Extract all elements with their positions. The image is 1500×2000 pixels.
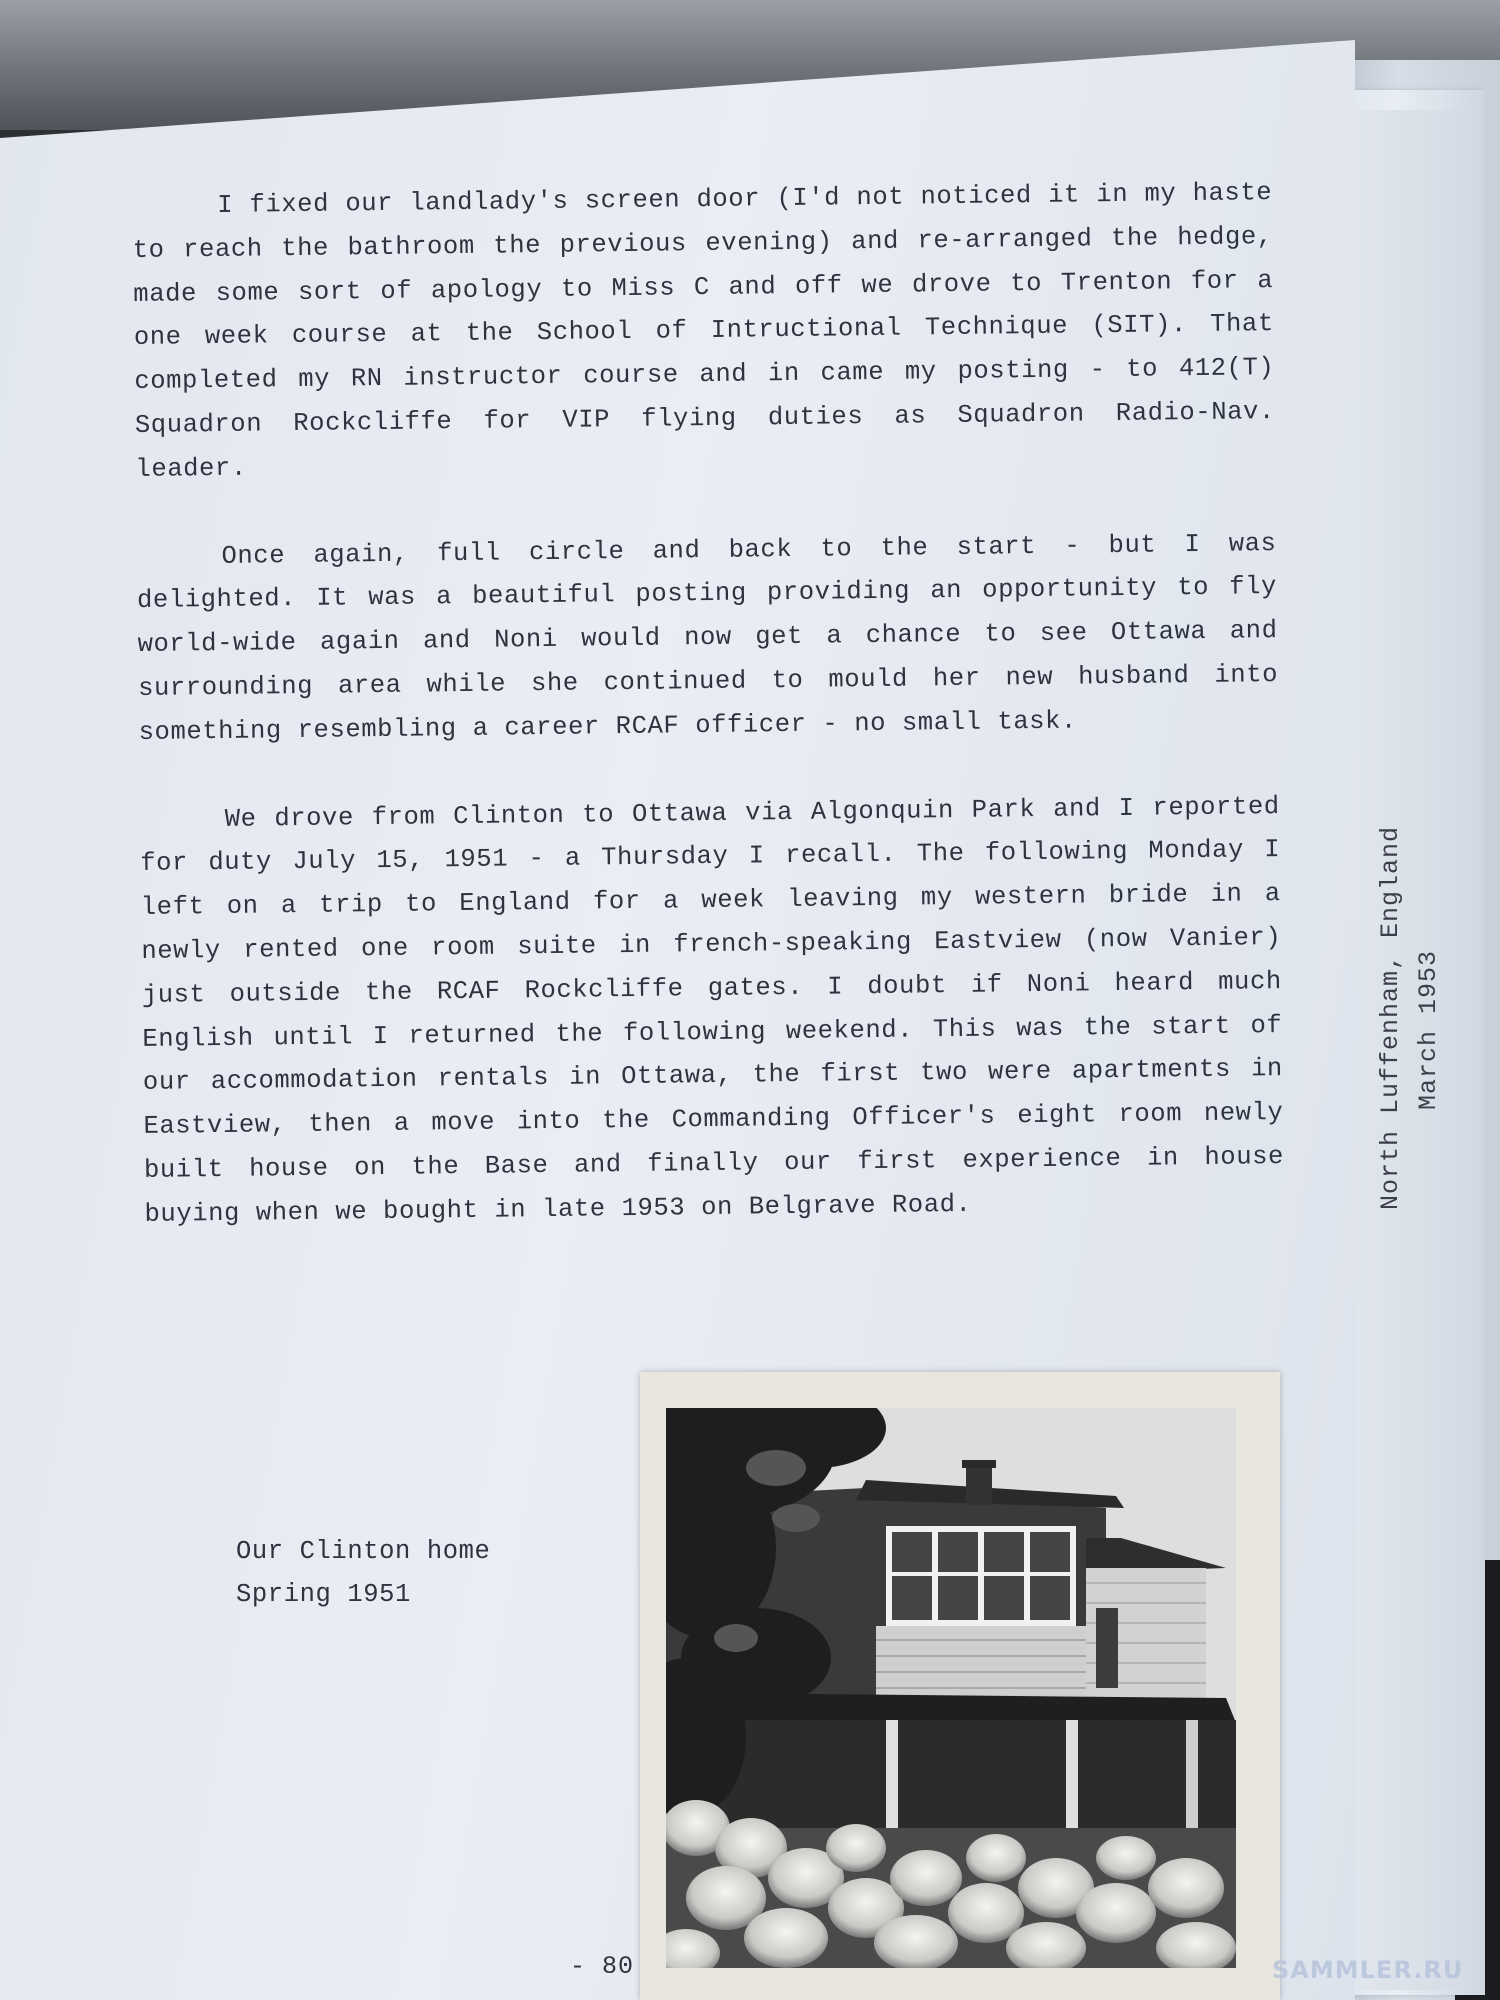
side-note-line-2: March 1953 [1414,949,1443,1110]
side-note-line-1: North Luffenham, England [1376,825,1405,1210]
photo-print [640,1372,1280,2000]
paragraph-3: We drove from Clinton to Ottawa via Algonquin Park and I reported for duty July 15, 1951 - a Thursday I recall. The following Monday I left on a trip to England for a week leaving my western bride in a newly rented one room suite in french-speaking Eastview (now Vanier) just outside the RCAF Rockcliffe gates. I doubt if Noni heard much English until I returned the following weekend. This was the start of our accommodation rentals in Ottawa, the first two were apartments in Eastview, then a move into the Commanding Officer's eight room newly built house on the Base and finally our first experience in house buying when we bought in late 1953 on Belgrave Road. [140,791,1285,1229]
page-number: - 80 [570,1952,635,1981]
watermark: SAMMLER.RU [1272,1956,1464,1984]
photo-caption [236,1530,490,1616]
caption-line-2: Spring 1951 [236,1580,411,1609]
page-body [132,171,1285,1280]
paragraph-1: I fixed our landlady's screen door (I'd not noticed it in my haste to reach the bathroom the previous evening) and re-arranged the hedge, made some sort of apology to Miss C and off we drove to Trenton for a one week course at the School of Intructional Technique (SIT). That completed my RN instructor course and in came my posting - to 412(T) Squadron Rockcliffe for VIP flying duties as Squadron Radio-Nav. leader. [132,178,1276,484]
caption-line-1: Our Clinton home [236,1537,491,1566]
underlying-page-side-note [1372,826,1448,1210]
paragraph-2: Once again, full circle and back to the start - but I was delighted. It was a beautiful posting providing an opportunity to fly world-wide again and Noni would now get a chance to see Ottawa and surrounding area while she continued to mould her new husband into something resembling a career RCAF officer - no small task. [136,528,1279,747]
house-photo [666,1408,1236,1968]
